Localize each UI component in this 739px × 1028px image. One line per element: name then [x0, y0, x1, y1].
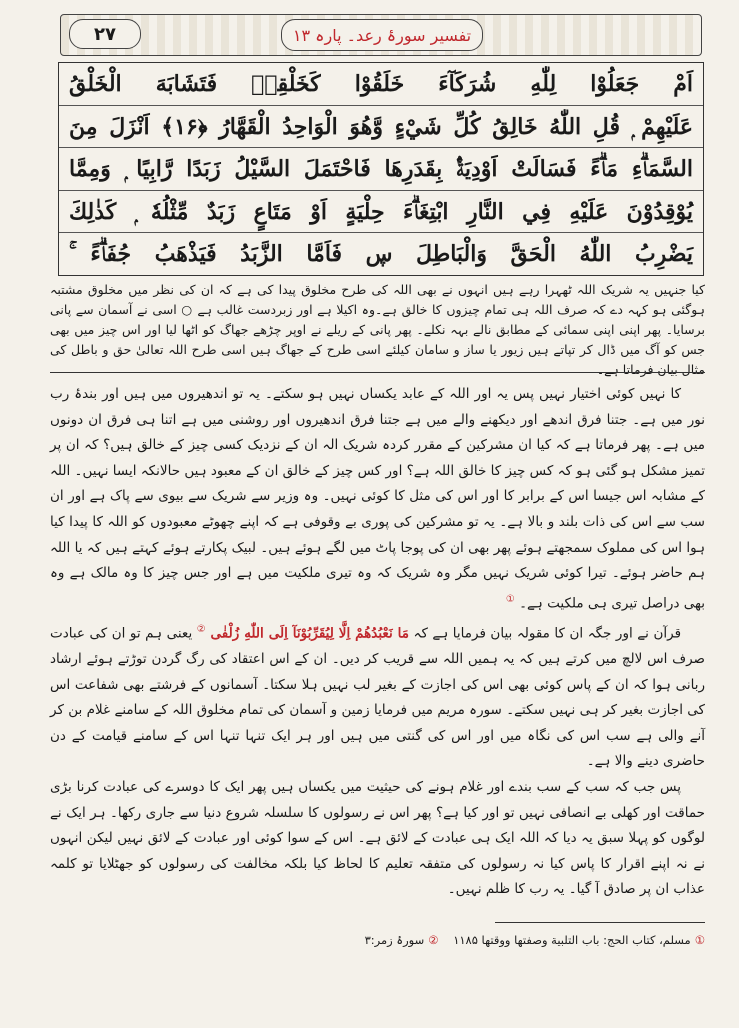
footnote-number: ② [428, 933, 439, 947]
verse-translation: کیا جنہیں یہ شریک اللہ ٹھہرا رہے ہیں انہوں نے بھی اللہ کی طرح مخلوق پیدا کی ہے کہ ان کی نظر میں مخلوق مشتبہ ہوگئی ہو کہہ دے کہ صرف اللہ ہی تمام چیزوں کا خالق ہے۔وہ اکیلا ہے اور زبردست غالب ہے ○ اسی نے آسمان سے پانی برسایا۔ پھر اپنی اپنی سمائی کے مطابق نالے بہہ نکلے۔ پھر پانی کے ریلے نے اوپر چڑھے جھاگ کو اٹھا لیا اور اس چیز میں بھی جس کو آگ میں ڈال کر تپاتے ہیں زیور یا ساز و سامان کیلئے اسی طرح کے جھاگ ہیں اسی طرح اللہ تعالیٰ حق و باطل کی مثال بیان فرماتا ہے۔ [50, 282, 705, 377]
verse-line: يُوْقِدُوْنَ عَلَيْهِ فِي النَّارِ ابْتِغَاۗءَ حِلْيَةٍ اَوْ مَتَاعٍ زَبَدٌ مِّثْلُهٗ ۭ كَذٰلِكَ [59, 191, 703, 234]
page-number: ۲۷ [69, 19, 141, 49]
footnote-text: مسلم، کتاب الحج: باب التلبية وصفتها ووقتها ۱۱۸۵ [453, 933, 691, 947]
footnote-text: سورۂ زمر:۳ [364, 933, 425, 947]
footnote [365, 933, 439, 947]
tafsir-commentary [50, 382, 705, 903]
running-title: تفسیر سورۂ رعد۔ پارہ ۱۳ [281, 19, 483, 51]
verse-line: السَّمَاۗءِ مَاۗءً فَسَالَتْ اَوْدِيَةٌۢ بِقَدَرِهَا فَاحْتَمَلَ السَّيْلُ زَبَدًا رَّابِيًا ۭ وَمِمَّا [59, 148, 703, 191]
verse-line: اَمْ جَعَلُوْا لِلّٰهِ شُرَكَآءَ خَلَقُوْا كَخَلْقِهٖ فَتَشَابَهَ الْخَلْقُ [59, 63, 703, 106]
arabic-quote: مَا نَعْبُدُهُمْ اِلَّا لِيُقَرِّبُوْنَآ اِلَى اللّٰهِ زُلْفٰى [210, 625, 409, 642]
section-divider [50, 372, 705, 373]
footnote [453, 933, 705, 947]
commentary-paragraph [50, 775, 705, 903]
footnotes [50, 930, 705, 950]
paragraph-text: یعنی ہم تو ان کی عبادت صرف اس لالچ میں کرتے ہیں کہ یہ ہمیں اللہ سے قریب کر دیں۔ ان کے اس اعتقاد کی رگ گردن توڑتے ہوئے ارشاد ربانی ہوا کہ ان کے پاس کوئی بھی اس کی اجازت کے بغیر لب نہیں ہلا سکتا۔ آسمانوں کے فرشتے بھی شفاعت اس کی اجازت بغیر کر ہی نہیں سکتے۔ سورہ مریم میں فرمایا زمین و آسمان کی تمام مخلوق اللہ کے سامنے غلام بن کر آنے والی ہے سب اس کی نگاہ میں اور اس کی گنتی میں ہیں اور ہر ایک تنہا تنہا اس کے سامنے قیامت کے دن حاضری دینے والا ہے۔ [50, 625, 705, 770]
paragraph-text: پس جب کہ سب کے سب بندے اور غلام ہونے کی حیثیت میں یکساں ہیں پھر ایک کا دوسرے کی عبادت کرنا بڑی حماقت اور کھلی بے انصافی نہیں تو اور کیا ہے؟ پھر اس نے رسولوں کا سلسلہ شروع دنیا سے جاری رکھا۔ ہر ایک نے لوگوں کو پہلا سبق یہ دیا کہ اللہ ایک ہی عبادت کے لائق ہے۔ اس کے سوا کوئی اور عبادت کے لائق نہیں لیکن انہوں نے نہ اپنے اقرار کا پاس کیا نہ رسولوں کی متفقہ تعلیم کا لحاظ کیا بلکہ مخالفت کی رسولوں کو جھٹلایا تو کلمہ عذاب ان پر صادق آ گیا۔ یہ رب کا ظلم نہیں۔ [50, 778, 705, 898]
paragraph-text: کا نہیں کوئی اختیار نہیں پس یہ اور اللہ کے عابد یکساں نہیں ہو سکتے۔ یہ تو اندھیروں میں ہیں اور بندۂ رب نور میں ہے۔ جتنا فرق اندھے اور دیکھنے والے میں ہے جتنا فرق اندھیروں اور روشنی میں ہے اتنا ہی فرق ان دونوں میں ہے۔ پھر فرماتا ہے کہ کیا ان مشرکین کے مقرر کردہ شریک الہ ان کے نزدیک کسی چیز کے خالق ہیں؟ کہ ان پر تمیز مشکل ہو گئی ہو کہ کس چیز کا خالق اللہ ہے؟ اور کس چیز کے خالق ان کے معبود ہیں حالانکہ ایسا نہیں۔ اللہ کے مشابہ اس جیسا اس کے برابر کا اور اس کی مثل کا کوئی نہیں۔ وہ وزیر سے شریک سے بیوی سے پاک ہے اور ان سب سے اس کی ذات بلند و بالا ہے۔ یہ تو مشرکین کی پوری بے وقوفی ہے کہ اپنے چھوٹے معبودوں کو اللہ کا پیدا کیا ہوا اس کی مملوک سمجھتے ہوئے پھر بھی ان کی پوجا پاٹ میں لگے ہوئے ہیں۔ لبیک پکارتے ہوئے کہتے ہیں کہ یا اللہ ہم حاضر ہوئے۔ تیرا کوئی شریک نہیں مگر وہ شریک کہ وہ تیری ملکیت میں ہے اور جس چیز کا وہ مالک ہے وہ بھی دراصل تیری ہی ملکیت ہے۔ [50, 386, 705, 612]
quran-verse-box [58, 62, 704, 276]
paragraph-text: قرآن نے اور جگہ ان کا مقولہ بیان فرمایا ہے کہ [413, 625, 682, 642]
footnote-number: ① [694, 933, 705, 947]
verse-line: يَضْرِبُ اللّٰهُ الْحَقَّ وَالْبَاطِلَ ڛ فَاَمَّا الزَّبَدُ فَيَذْهَبُ جُفَاۗءً ۚ [69, 241, 693, 267]
commentary-paragraph [50, 617, 705, 775]
footnote-marker: ② [196, 623, 206, 635]
commentary-paragraph [50, 382, 705, 617]
footnote-marker: ① [505, 593, 515, 605]
footnote-divider [495, 922, 705, 923]
verse-line: عَلَيْهِمْ ۭ قُلِ اللّٰهُ خَالِقُ كُلِّ شَيْءٍ وَّهُوَ الْوَاحِدُ الْقَهَّارُ ﴿۱۶﴾ اَنْزَلَ مِنَ [59, 106, 703, 149]
header-band [60, 14, 702, 56]
